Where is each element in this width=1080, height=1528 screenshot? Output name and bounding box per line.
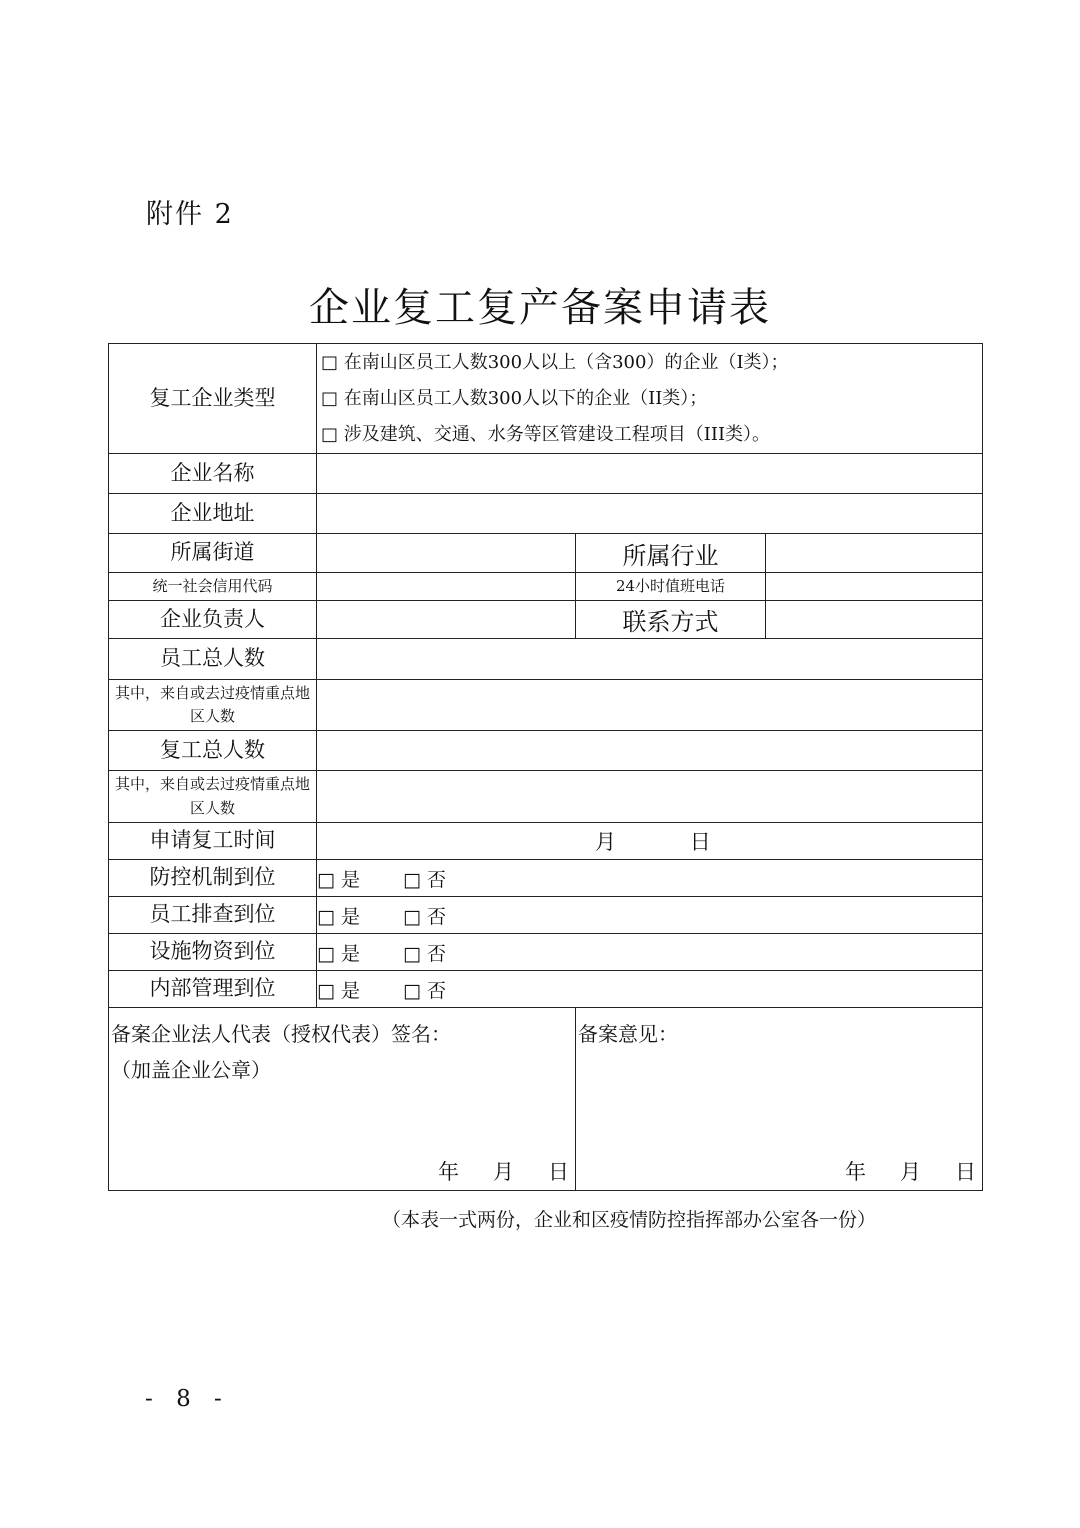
type-option-3[interactable]: □ 涉及建筑、交通、水务等区管建设工程项目（III类）。 xyxy=(321,423,771,445)
opinion-label: 备案意见： xyxy=(578,1022,678,1046)
type-options-cell xyxy=(317,344,983,454)
row-credit-code xyxy=(109,573,983,601)
row-company-address xyxy=(109,494,983,534)
seal-label: （加盖企业公章） xyxy=(111,1058,271,1082)
row-total-staff xyxy=(109,639,983,680)
opinion-cell[interactable] xyxy=(576,1008,983,1191)
opinion-date xyxy=(811,1156,976,1186)
company-address-field[interactable] xyxy=(317,494,983,534)
footnote: （本表一式两份，企业和区疫情防控指挥部办公室各一份） xyxy=(382,1209,877,1231)
total-staff-label: 员工总人数 xyxy=(109,639,317,680)
row-check-1 xyxy=(109,860,983,897)
company-name-field[interactable] xyxy=(317,454,983,494)
street-field[interactable] xyxy=(317,534,576,573)
application-form-table xyxy=(108,343,983,1191)
type-option-2[interactable]: □ 在南山区员工人数300人以下的企业（II类）； xyxy=(321,387,708,409)
check-1-options xyxy=(317,860,983,897)
check-1-no-checkbox[interactable]: □ 否 xyxy=(403,868,446,891)
check-3-yes-checkbox[interactable]: □ 是 xyxy=(317,942,360,965)
industry-field[interactable] xyxy=(766,534,983,573)
check-4-label: 内部管理到位 xyxy=(109,971,317,1008)
apply-time-label: 申请复工时间 xyxy=(109,823,317,860)
total-staff-field[interactable] xyxy=(317,639,983,680)
check-2-options xyxy=(317,897,983,934)
check-4-yes-checkbox[interactable]: □ 是 xyxy=(317,979,360,1002)
principal-label: 企业负责人 xyxy=(109,601,317,639)
check-4-options xyxy=(317,971,983,1008)
credit-code-field[interactable] xyxy=(317,573,576,601)
check-3-label: 设施物资到位 xyxy=(109,934,317,971)
annex-label: 附件 2 xyxy=(146,199,234,230)
opinion-month: 月 xyxy=(900,1160,921,1184)
row-key-area-return xyxy=(109,771,983,823)
key-area-staff-field[interactable] xyxy=(317,680,983,731)
page-title: 企业复工复产备案申请表 xyxy=(309,285,771,331)
row-check-4 xyxy=(109,971,983,1008)
key-area-return-field[interactable] xyxy=(317,771,983,823)
row-signature xyxy=(109,1008,983,1191)
check-2-no-checkbox[interactable]: □ 否 xyxy=(403,905,446,928)
row-check-2 xyxy=(109,897,983,934)
total-return-label: 复工总人数 xyxy=(109,731,317,771)
apply-day-label: 日 xyxy=(689,830,711,854)
row-company-name xyxy=(109,454,983,494)
contact-field[interactable] xyxy=(766,601,983,639)
company-address-label: 企业地址 xyxy=(109,494,317,534)
row-principal xyxy=(109,601,983,639)
signature-cell[interactable] xyxy=(109,1008,576,1191)
contact-label: 联系方式 xyxy=(576,601,766,639)
street-label: 所属街道 xyxy=(109,534,317,573)
check-1-label: 防控机制到位 xyxy=(109,860,317,897)
signature-label: 备案企业法人代表（授权代表）签名： xyxy=(111,1022,451,1046)
row-key-area-staff xyxy=(109,680,983,731)
total-return-field[interactable] xyxy=(317,731,983,771)
signature-date xyxy=(404,1156,569,1186)
hotline-field[interactable] xyxy=(766,573,983,601)
check-3-no-checkbox[interactable]: □ 否 xyxy=(403,942,446,965)
industry-label: 所属行业 xyxy=(576,534,766,573)
check-1-yes-checkbox[interactable]: □ 是 xyxy=(317,868,360,891)
type-label: 复工企业类型 xyxy=(109,344,317,454)
check-3-options xyxy=(317,934,983,971)
check-4-no-checkbox[interactable]: □ 否 xyxy=(403,979,446,1002)
signature-year: 年 xyxy=(438,1160,459,1184)
signature-day: 日 xyxy=(548,1160,569,1184)
apply-time-field[interactable] xyxy=(317,823,983,860)
row-apply-time xyxy=(109,823,983,860)
key-area-staff-label: 其中，来自或去过疫情重点地区人数 xyxy=(109,680,317,731)
principal-field[interactable] xyxy=(317,601,576,639)
opinion-day: 日 xyxy=(955,1160,976,1184)
opinion-year: 年 xyxy=(845,1160,866,1184)
check-2-label: 员工排查到位 xyxy=(109,897,317,934)
signature-month: 月 xyxy=(493,1160,514,1184)
page-number: - 8 - xyxy=(145,1386,230,1412)
row-total-return xyxy=(109,731,983,771)
row-street xyxy=(109,534,983,573)
company-name-label: 企业名称 xyxy=(109,454,317,494)
apply-month-label: 月 xyxy=(595,830,616,854)
type-option-1[interactable]: □ 在南山区员工人数300人以上（含300）的企业（I类）； xyxy=(321,351,789,373)
hotline-label: 24小时值班电话 xyxy=(576,573,766,601)
row-check-3 xyxy=(109,934,983,971)
key-area-return-label: 其中，来自或去过疫情重点地区人数 xyxy=(109,771,317,823)
row-company-type xyxy=(109,344,983,454)
check-2-yes-checkbox[interactable]: □ 是 xyxy=(317,905,360,928)
credit-code-label: 统一社会信用代码 xyxy=(109,573,317,601)
